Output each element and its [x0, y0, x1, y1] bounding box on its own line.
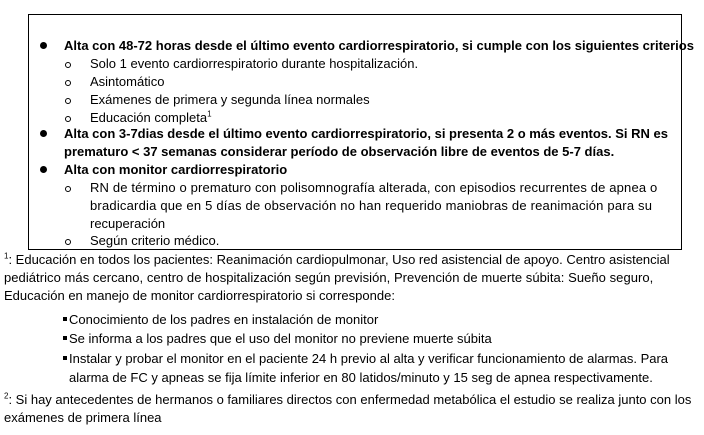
- footnote-1-line-2: pediátrico más cercano, centro de hospitalización según previsión, Prevención de muerte súbita: Sueño seguro,: [4, 270, 654, 285]
- circle-bullet-icon: [65, 98, 71, 104]
- footnote-mark: 2: [4, 391, 9, 401]
- footnote-mark: 1: [207, 109, 212, 119]
- footnote-1-item: Instalar y probar el monitor en el paciente 24 h previo al alta y verificar funcionamiento de alarmas. Para: [69, 351, 669, 366]
- criteria-sub-item-cont: recuperación: [90, 216, 166, 231]
- bullet-icon: [40, 130, 47, 137]
- circle-bullet-icon: [65, 186, 71, 192]
- criteria-sub-item: Exámenes de primera y segunda línea normales: [90, 92, 370, 107]
- footnote-1-item: Conocimiento de los padres en instalación de monitor: [69, 312, 379, 327]
- criteria-item-1: Alta con 48-72 horas desde el último evento cardiorrespiratorio, si cumple con los siguientes criterios: [64, 38, 694, 53]
- criteria-sub-item: Solo 1 evento cardiorrespiratorio durante hospitalización.: [90, 56, 419, 71]
- bullet-icon: [40, 166, 47, 173]
- criteria-sub-item-cont: bradicardia que en 5 días de observación no han requerido maniobras de reanimación para su: [90, 198, 653, 213]
- square-bullet-icon: [63, 356, 67, 360]
- criteria-sub-item: Según criterio médico.: [90, 233, 220, 248]
- square-bullet-icon: [63, 317, 67, 321]
- circle-bullet-icon: [65, 80, 71, 86]
- criteria-item-2-line-1: Alta con 3-7dias desde el último evento cardiorrespiratorio, si presenta 2 o más eventos. Si RN es: [64, 126, 668, 141]
- footnote-1-item-cont: alarma de FC y apneas se fija límite inferior en 80 latidos/minuto y 15 seg de apnea respectivamente.: [69, 370, 653, 385]
- square-bullet-icon: [63, 336, 67, 340]
- bullet-icon: [40, 42, 47, 49]
- criteria-item-2-line-2: prematuro < 37 semanas considerar período de observación libre de eventos de 5-7 días.: [64, 144, 615, 159]
- circle-bullet-icon: [65, 62, 71, 68]
- criteria-sub-item: Asintomático: [90, 74, 165, 89]
- footnote-2-line-2: exámenes de primera línea: [4, 410, 162, 425]
- footnote-1-line-1: $^1$: Educación en todos los pacientes: Reanimación cardiopulmonar, Uso red asistencial de apoyo. Centro asistencial: [4, 251, 670, 267]
- circle-bullet-icon: [65, 239, 71, 245]
- criteria-sub-item: RN de término o prematuro con polisomnografía alterada, con episodios recurrentes de apnea o: [90, 180, 658, 195]
- footnote-1-item: Se informa a los padres que el uso del monitor no previene muerte súbita: [69, 331, 492, 346]
- footnote-1-line-3: Educación en manejo de monitor cardiorrespiratorio si corresponde:: [4, 288, 395, 303]
- circle-bullet-icon: [65, 116, 71, 122]
- footnote-2-line-1: $^2$: Si hay antecedentes de hermanos o familiares directos con enfermedad metabólica el estudio se realiza junto con los: [4, 391, 692, 407]
- footnote-mark: 1: [4, 251, 9, 261]
- criteria-item-3: Alta con monitor cardiorrespiratorio: [64, 162, 288, 177]
- criteria-sub-item: Educación completa$^1$: [90, 109, 212, 125]
